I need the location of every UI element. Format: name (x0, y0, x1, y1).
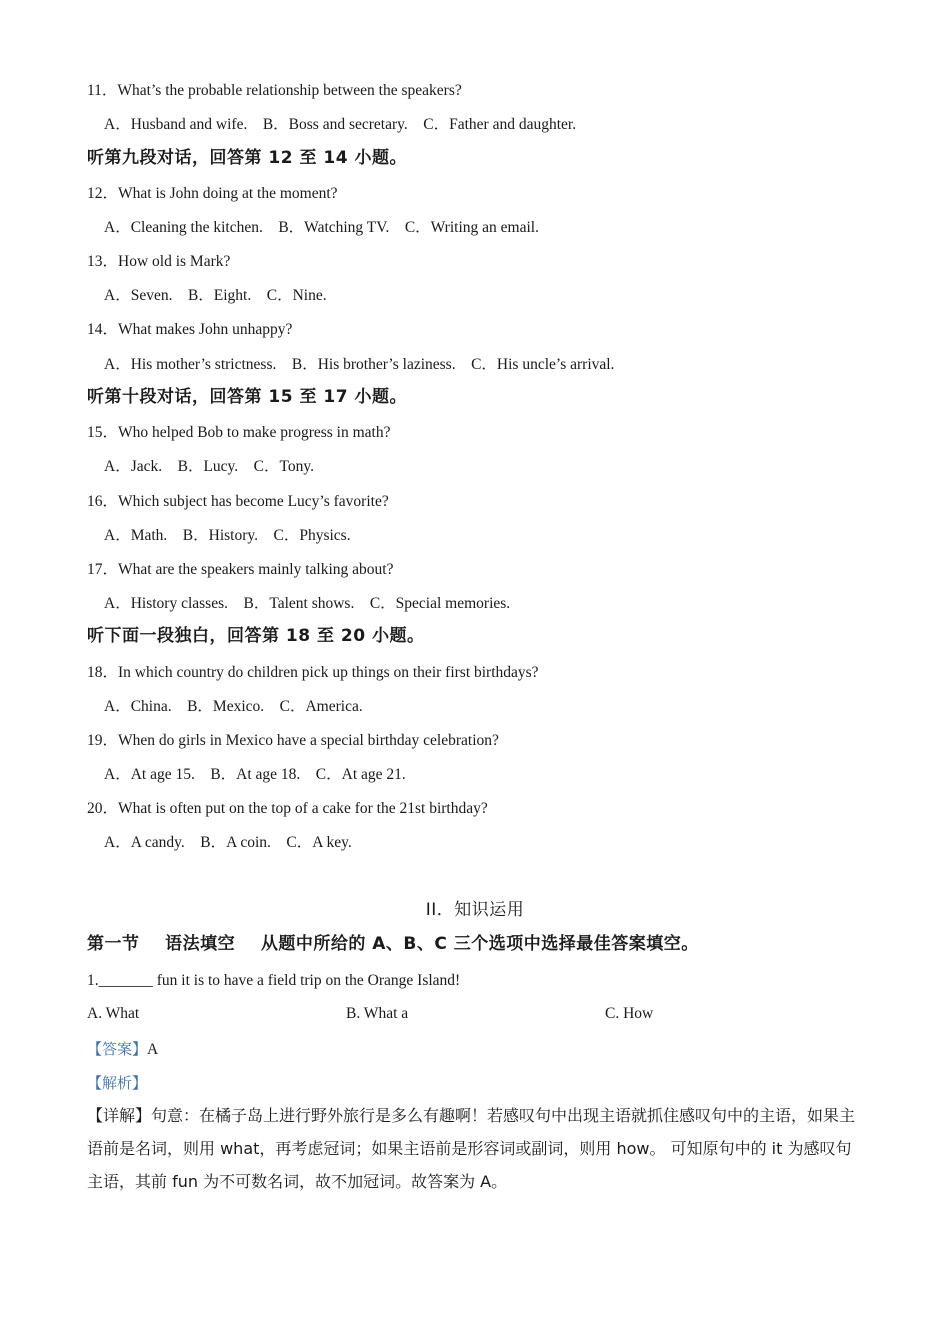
question-12-options: A．Cleaning the kitchen. B．Watching TV. C．Writing an email. (104, 219, 539, 236)
grammar-option-b: B. What a (346, 1005, 409, 1022)
question-15-options: A．Jack. B．Lucy. C．Tony. (104, 458, 315, 475)
grammar-option-c: C. How (605, 1005, 654, 1022)
detail-explanation: 【详解】句意：在橘子岛上进行野外旅行是多么有趣啊！若感叹句中出现主语就抓住感叹句中的主语，如果主语前是名词，则用 what，再考虑冠词；如果主语前是形容词或副词，则用 how。 可知原句中的 it 为感叹句主语，其前 fun 为不可数名词，故不加冠词。故答案为 A。 (87, 1106, 856, 1191)
section-9-heading: 听第九段对话，回答第 12 至 14 小题。 (87, 148, 407, 168)
question-13-options: A．Seven. B．Eight. C．Nine. (104, 287, 327, 304)
question-15-stem: 15．Who helped Bob to make progress in math? (87, 424, 391, 441)
question-16-options: A．Math. B．History. C．Physics. (104, 527, 351, 544)
answer-value: A (147, 1041, 159, 1058)
analysis-label: 【解析】 (87, 1074, 148, 1092)
grammar-question-1-stem: 1._______ fun it is to have a field trip on the Orange Island! (87, 972, 461, 989)
answer-label: 【答案】 (87, 1040, 148, 1058)
question-18-stem: 18．In which country do children pick up things on their first birthdays? (87, 664, 539, 681)
question-17-options: A．History classes. B．Talent shows. C．Special memories. (104, 595, 511, 612)
question-20-options: A．A candy. B．A coin. C．A key. (104, 834, 352, 851)
question-17-stem: 17．What are the speakers mainly talking about? (87, 561, 394, 578)
grammar-section-heading: 第一节 语法填空 从题中所给的 A、B、C 三个选项中选择最佳答案填空。 (87, 934, 699, 954)
question-14-stem: 14．What makes John unhappy? (87, 321, 293, 338)
part-2-title: II．知识运用 (425, 900, 525, 920)
section-10-heading: 听第十段对话，回答第 15 至 17 小题。 (87, 387, 407, 407)
question-16-stem: 16．Which subject has become Lucy’s favorite? (87, 493, 389, 510)
question-14-options: A．His mother’s strictness. B．His brother’s laziness. C．His uncle’s arrival. (104, 356, 615, 373)
answer-line (87, 1039, 158, 1060)
question-18-options: A．China. B．Mexico. C．America. (104, 698, 363, 715)
question-20-stem: 20．What is often put on the top of a cake for the 21st birthday? (87, 800, 488, 817)
monologue-section-heading: 听下面一段独白，回答第 18 至 20 小题。 (87, 626, 425, 646)
question-13-stem: 13．How old is Mark? (87, 253, 231, 270)
question-19-options: A．At age 15. B．At age 18. C．At age 21. (104, 766, 406, 783)
question-19-stem: 19．When do girls in Mexico have a special birthday celebration? (87, 732, 499, 749)
question-11-options: A．Husband and wife. B．Boss and secretary. C．Father and daughter. (104, 116, 577, 133)
question-11-stem: 11．What’s the probable relationship between the speakers? (87, 82, 462, 99)
question-12-stem: 12．What is John doing at the moment? (87, 185, 338, 202)
grammar-option-a: A. What (87, 1005, 140, 1022)
